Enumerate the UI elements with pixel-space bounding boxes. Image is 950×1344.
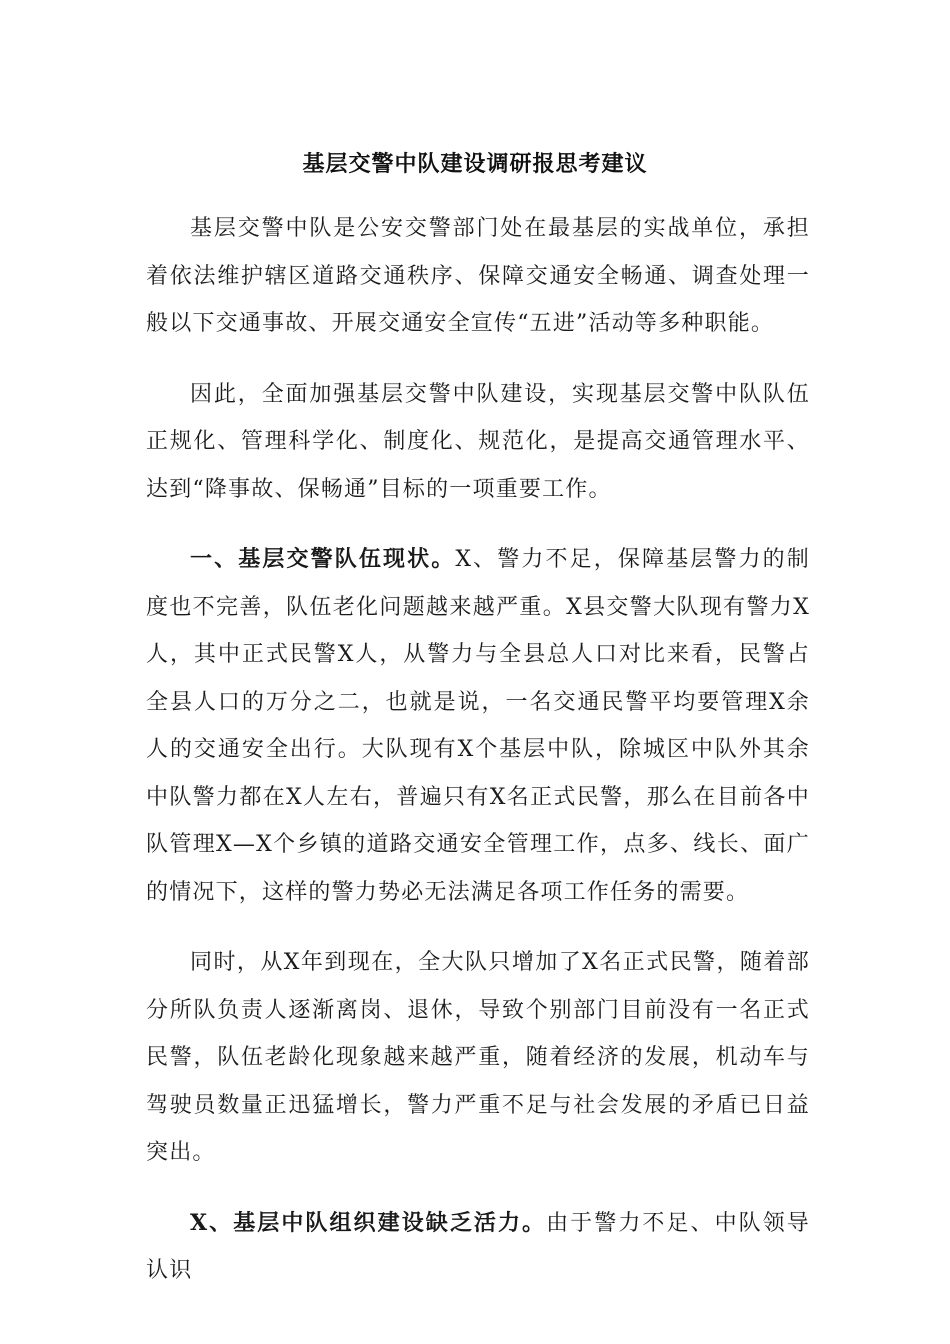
document-body [146,205,810,1318]
paragraph-text: 由于警力不足、中队领导认识 [146,1210,810,1283]
paragraph-intro [146,205,810,348]
paragraph-text: 同时，从X年到现在，全大队只增加了X名正式民警，随着部分所队负责人逐渐离岗、退休，导致个别部门目前没有一名正式民警，队伍老龄化现象越来越严重，随着经济的发展，机动车与驾驶员数量正迅猛增长，警力严重不足与社会发展的矛盾已日益突出。 [146,950,810,1165]
paragraph-text: X、警力不足，保障基层警力的制度也不完善，队伍老化问题越来越严重。X县交警大队现有警力X人，其中正式民警X人，从警力与全县总人口对比来看，民警占全县人口的万分之二，也就是说，一名交通民警平均要管理X余人的交通安全出行。大队现有X个基层中队，除城区中队外其余中队警力都在X人左右，普遍只有X名正式民警，那么在目前各中队管理X—X个乡镇的道路交通安全管理工作，点多、线长、面广的情况下，这样的警力势必无法满足各项工作任务的需要。 [146,547,811,905]
paragraph-section-2 [146,1200,810,1295]
section-heading: 一、基层交警队伍现状。 [190,546,456,572]
paragraph-section-1 [146,536,810,916]
paragraph-significance [146,371,810,514]
document-title: 基层交警中队建设调研报思考建议 [302,151,648,177]
paragraph-aging [146,939,810,1177]
section-heading: X、基层中队组织建设缺乏活力。 [190,1209,547,1236]
paragraph-text: 因此，全面加强基层交警中队建设，实现基层交警中队队伍正规化、管理科学化、制度化、规范化，是提高交通管理水平、达到“降事故、保畅通”目标的一项重要工作。 [146,381,810,502]
paragraph-text: 基层交警中队是公安交警部门处在最基层的实战单位，承担着依法维护辖区道路交通秩序、保障交通安全畅通、调查处理一般以下交通事故、开展交通安全宣传“五进”活动等多种职能。 [146,216,810,336]
